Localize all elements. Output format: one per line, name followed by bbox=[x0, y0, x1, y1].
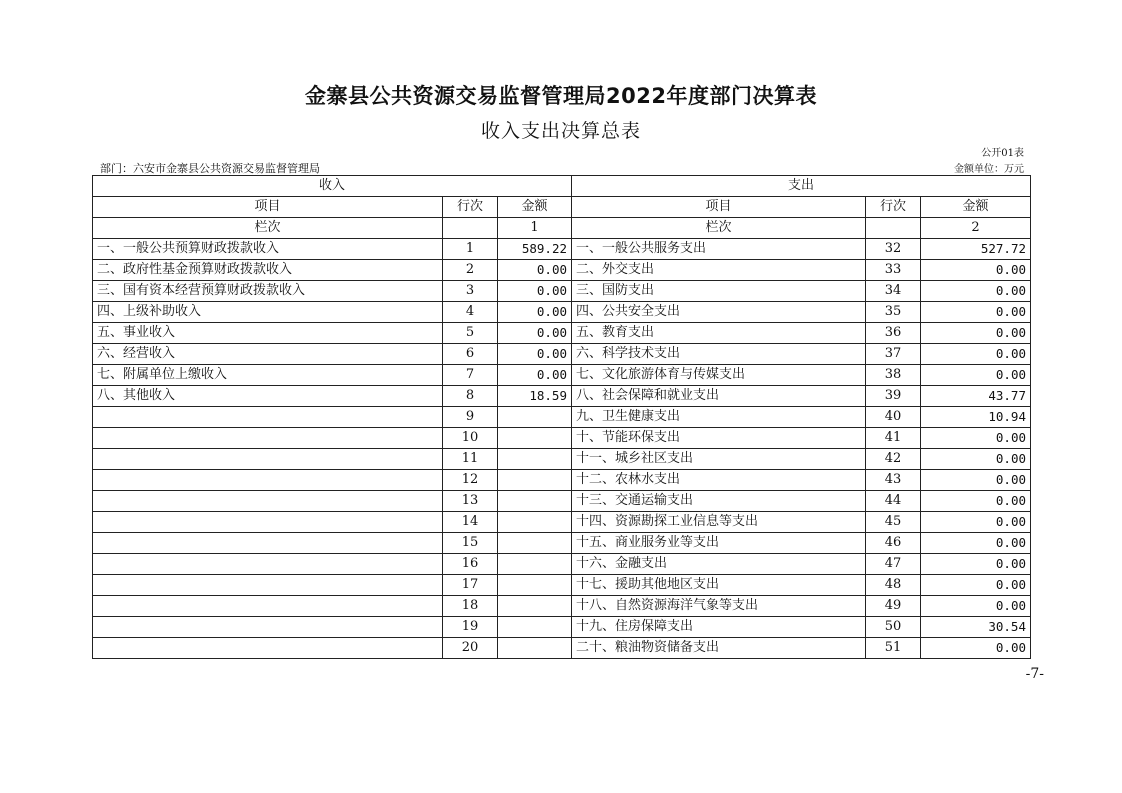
income-item-cell: 三、国有资本经营预算财政拨款收入 bbox=[93, 281, 443, 302]
table-row bbox=[93, 491, 1031, 512]
income-row-cell: 13 bbox=[443, 491, 498, 512]
expense-item-header: 项目 bbox=[572, 197, 866, 218]
expense-row-cell: 44 bbox=[866, 491, 921, 512]
income-item-cell bbox=[93, 617, 443, 638]
form-code: 公开01表 bbox=[981, 148, 1024, 159]
table-row bbox=[93, 407, 1031, 428]
expense-row-cell: 41 bbox=[866, 428, 921, 449]
expense-amount-cell: 0.00 bbox=[921, 638, 1031, 659]
table-row bbox=[93, 638, 1031, 659]
income-amount-cell: 0.00 bbox=[498, 302, 572, 323]
expense-item-cell: 十、节能环保支出 bbox=[572, 428, 866, 449]
income-row-cell: 7 bbox=[443, 365, 498, 386]
income-item-cell: 二、政府性基金预算财政拨款收入 bbox=[93, 260, 443, 281]
expense-index-label: 栏次 bbox=[572, 218, 866, 239]
income-index-value: 1 bbox=[498, 218, 572, 239]
table-row bbox=[93, 365, 1031, 386]
income-amount-cell bbox=[498, 512, 572, 533]
expense-row-header: 行次 bbox=[866, 197, 921, 218]
income-item-cell bbox=[93, 407, 443, 428]
expense-amount-cell: 0.00 bbox=[921, 512, 1031, 533]
income-item-cell bbox=[93, 575, 443, 596]
expense-row-cell: 51 bbox=[866, 638, 921, 659]
expense-row-cell: 42 bbox=[866, 449, 921, 470]
table-row bbox=[93, 239, 1031, 260]
document-subtitle: 收入支出决算总表 bbox=[480, 120, 641, 142]
expense-group-header: 支出 bbox=[572, 176, 1031, 197]
income-index-label: 栏次 bbox=[93, 218, 443, 239]
income-row-cell: 16 bbox=[443, 554, 498, 575]
table-row bbox=[93, 323, 1031, 344]
expense-row-cell: 32 bbox=[866, 239, 921, 260]
expense-item-cell: 十五、商业服务业等支出 bbox=[572, 533, 866, 554]
page-number: -7- bbox=[1025, 666, 1044, 682]
expense-item-cell: 十七、援助其他地区支出 bbox=[572, 575, 866, 596]
expense-item-cell: 六、科学技术支出 bbox=[572, 344, 866, 365]
expense-row-cell: 36 bbox=[866, 323, 921, 344]
table-row bbox=[93, 596, 1031, 617]
group-header-row bbox=[93, 176, 1031, 197]
expense-amount-cell: 0.00 bbox=[921, 491, 1031, 512]
expense-item-cell: 九、卫生健康支出 bbox=[572, 407, 866, 428]
income-item-cell: 六、经营收入 bbox=[93, 344, 443, 365]
expense-amount-cell: 527.72 bbox=[921, 239, 1031, 260]
table-row bbox=[93, 281, 1031, 302]
expense-amount-cell: 0.00 bbox=[921, 323, 1031, 344]
expense-amount-cell: 10.94 bbox=[921, 407, 1031, 428]
income-item-cell bbox=[93, 449, 443, 470]
expense-amount-cell: 0.00 bbox=[921, 260, 1031, 281]
income-row-cell: 12 bbox=[443, 470, 498, 491]
income-expense-table bbox=[92, 175, 1031, 659]
income-item-cell bbox=[93, 491, 443, 512]
expense-item-cell: 一、一般公共服务支出 bbox=[572, 239, 866, 260]
expense-amount-cell: 0.00 bbox=[921, 449, 1031, 470]
column-header-row bbox=[93, 197, 1031, 218]
department-label: 部门：六安市金寨县公共资源交易监督管理局 bbox=[100, 162, 320, 175]
income-item-cell: 五、事业收入 bbox=[93, 323, 443, 344]
income-row-header: 行次 bbox=[443, 197, 498, 218]
expense-row-cell: 45 bbox=[866, 512, 921, 533]
expense-row-cell: 37 bbox=[866, 344, 921, 365]
expense-row-cell: 40 bbox=[866, 407, 921, 428]
table-row bbox=[93, 344, 1031, 365]
income-item-header: 项目 bbox=[93, 197, 443, 218]
income-item-cell: 八、其他收入 bbox=[93, 386, 443, 407]
table-row bbox=[93, 554, 1031, 575]
expense-item-cell: 二、外交支出 bbox=[572, 260, 866, 281]
expense-index-value: 2 bbox=[921, 218, 1031, 239]
expense-amount-cell: 0.00 bbox=[921, 428, 1031, 449]
income-row-cell: 11 bbox=[443, 449, 498, 470]
expense-item-cell: 三、国防支出 bbox=[572, 281, 866, 302]
income-amount-header: 金额 bbox=[498, 197, 572, 218]
expense-row-cell: 48 bbox=[866, 575, 921, 596]
income-amount-cell bbox=[498, 617, 572, 638]
income-item-cell bbox=[93, 554, 443, 575]
income-item-cell bbox=[93, 428, 443, 449]
income-item-cell: 一、一般公共预算财政拨款收入 bbox=[93, 239, 443, 260]
expense-amount-cell: 0.00 bbox=[921, 281, 1031, 302]
income-item-cell: 七、附属单位上缴收入 bbox=[93, 365, 443, 386]
income-row-cell: 14 bbox=[443, 512, 498, 533]
expense-item-cell: 五、教育支出 bbox=[572, 323, 866, 344]
expense-amount-cell: 43.77 bbox=[921, 386, 1031, 407]
expense-item-cell: 十二、农林水支出 bbox=[572, 470, 866, 491]
income-row-cell: 19 bbox=[443, 617, 498, 638]
expense-item-cell: 十九、住房保障支出 bbox=[572, 617, 866, 638]
income-row-cell: 18 bbox=[443, 596, 498, 617]
table-row bbox=[93, 533, 1031, 554]
income-amount-cell: 0.00 bbox=[498, 365, 572, 386]
table-row bbox=[93, 428, 1031, 449]
income-row-cell: 6 bbox=[443, 344, 498, 365]
income-item-cell bbox=[93, 470, 443, 491]
income-item-cell bbox=[93, 638, 443, 659]
income-amount-cell: 0.00 bbox=[498, 344, 572, 365]
table-row bbox=[93, 260, 1031, 281]
expense-amount-cell: 0.00 bbox=[921, 344, 1031, 365]
expense-amount-cell: 0.00 bbox=[921, 365, 1031, 386]
income-item-cell: 四、上级补助收入 bbox=[93, 302, 443, 323]
income-amount-cell bbox=[498, 596, 572, 617]
expense-item-cell: 十三、交通运输支出 bbox=[572, 491, 866, 512]
expense-index-blank bbox=[866, 218, 921, 239]
income-row-cell: 8 bbox=[443, 386, 498, 407]
expense-amount-cell: 0.00 bbox=[921, 470, 1031, 491]
income-item-cell bbox=[93, 533, 443, 554]
income-amount-cell bbox=[498, 428, 572, 449]
expense-row-cell: 50 bbox=[866, 617, 921, 638]
expense-row-cell: 33 bbox=[866, 260, 921, 281]
expense-row-cell: 46 bbox=[866, 533, 921, 554]
expense-item-cell: 七、文化旅游体育与传媒支出 bbox=[572, 365, 866, 386]
income-row-cell: 4 bbox=[443, 302, 498, 323]
table-row bbox=[93, 302, 1031, 323]
income-amount-cell bbox=[498, 575, 572, 596]
table-row bbox=[93, 575, 1031, 596]
income-amount-cell: 18.59 bbox=[498, 386, 572, 407]
income-row-cell: 1 bbox=[443, 239, 498, 260]
income-amount-cell bbox=[498, 533, 572, 554]
expense-item-cell: 十一、城乡社区支出 bbox=[572, 449, 866, 470]
income-row-cell: 3 bbox=[443, 281, 498, 302]
income-amount-cell: 0.00 bbox=[498, 323, 572, 344]
expense-row-cell: 38 bbox=[866, 365, 921, 386]
income-row-cell: 15 bbox=[443, 533, 498, 554]
expense-row-cell: 39 bbox=[866, 386, 921, 407]
expense-row-cell: 34 bbox=[866, 281, 921, 302]
table-row bbox=[93, 617, 1031, 638]
income-row-cell: 17 bbox=[443, 575, 498, 596]
amount-unit-label: 金额单位：万元 bbox=[954, 164, 1024, 175]
income-group-header: 收入 bbox=[93, 176, 572, 197]
income-amount-cell: 589.22 bbox=[498, 239, 572, 260]
expense-item-cell: 十六、金融支出 bbox=[572, 554, 866, 575]
expense-row-cell: 47 bbox=[866, 554, 921, 575]
income-amount-cell bbox=[498, 491, 572, 512]
expense-amount-cell: 30.54 bbox=[921, 617, 1031, 638]
expense-row-cell: 43 bbox=[866, 470, 921, 491]
income-item-cell bbox=[93, 512, 443, 533]
income-item-cell bbox=[93, 596, 443, 617]
expense-amount-cell: 0.00 bbox=[921, 302, 1031, 323]
expense-amount-header: 金额 bbox=[921, 197, 1031, 218]
expense-amount-cell: 0.00 bbox=[921, 596, 1031, 617]
income-amount-cell: 0.00 bbox=[498, 281, 572, 302]
income-row-cell: 2 bbox=[443, 260, 498, 281]
column-index-row bbox=[93, 218, 1031, 239]
income-amount-cell bbox=[498, 470, 572, 491]
document-title: 金寨县公共资源交易监督管理局2022年度部门决算表 bbox=[305, 84, 817, 108]
table-row bbox=[93, 470, 1031, 491]
expense-row-cell: 35 bbox=[866, 302, 921, 323]
expense-item-cell: 二十、粮油物资储备支出 bbox=[572, 638, 866, 659]
income-amount-cell bbox=[498, 638, 572, 659]
income-amount-cell bbox=[498, 554, 572, 575]
income-amount-cell: 0.00 bbox=[498, 260, 572, 281]
income-index-blank bbox=[443, 218, 498, 239]
expense-item-cell: 四、公共安全支出 bbox=[572, 302, 866, 323]
expense-amount-cell: 0.00 bbox=[921, 575, 1031, 596]
expense-row-cell: 49 bbox=[866, 596, 921, 617]
income-row-cell: 5 bbox=[443, 323, 498, 344]
income-row-cell: 10 bbox=[443, 428, 498, 449]
expense-item-cell: 十八、自然资源海洋气象等支出 bbox=[572, 596, 866, 617]
income-row-cell: 9 bbox=[443, 407, 498, 428]
expense-item-cell: 十四、资源勘探工业信息等支出 bbox=[572, 512, 866, 533]
expense-item-cell: 八、社会保障和就业支出 bbox=[572, 386, 866, 407]
table-row bbox=[93, 386, 1031, 407]
table-row bbox=[93, 449, 1031, 470]
expense-amount-cell: 0.00 bbox=[921, 533, 1031, 554]
income-amount-cell bbox=[498, 449, 572, 470]
income-row-cell: 20 bbox=[443, 638, 498, 659]
income-amount-cell bbox=[498, 407, 572, 428]
expense-amount-cell: 0.00 bbox=[921, 554, 1031, 575]
table-row bbox=[93, 512, 1031, 533]
